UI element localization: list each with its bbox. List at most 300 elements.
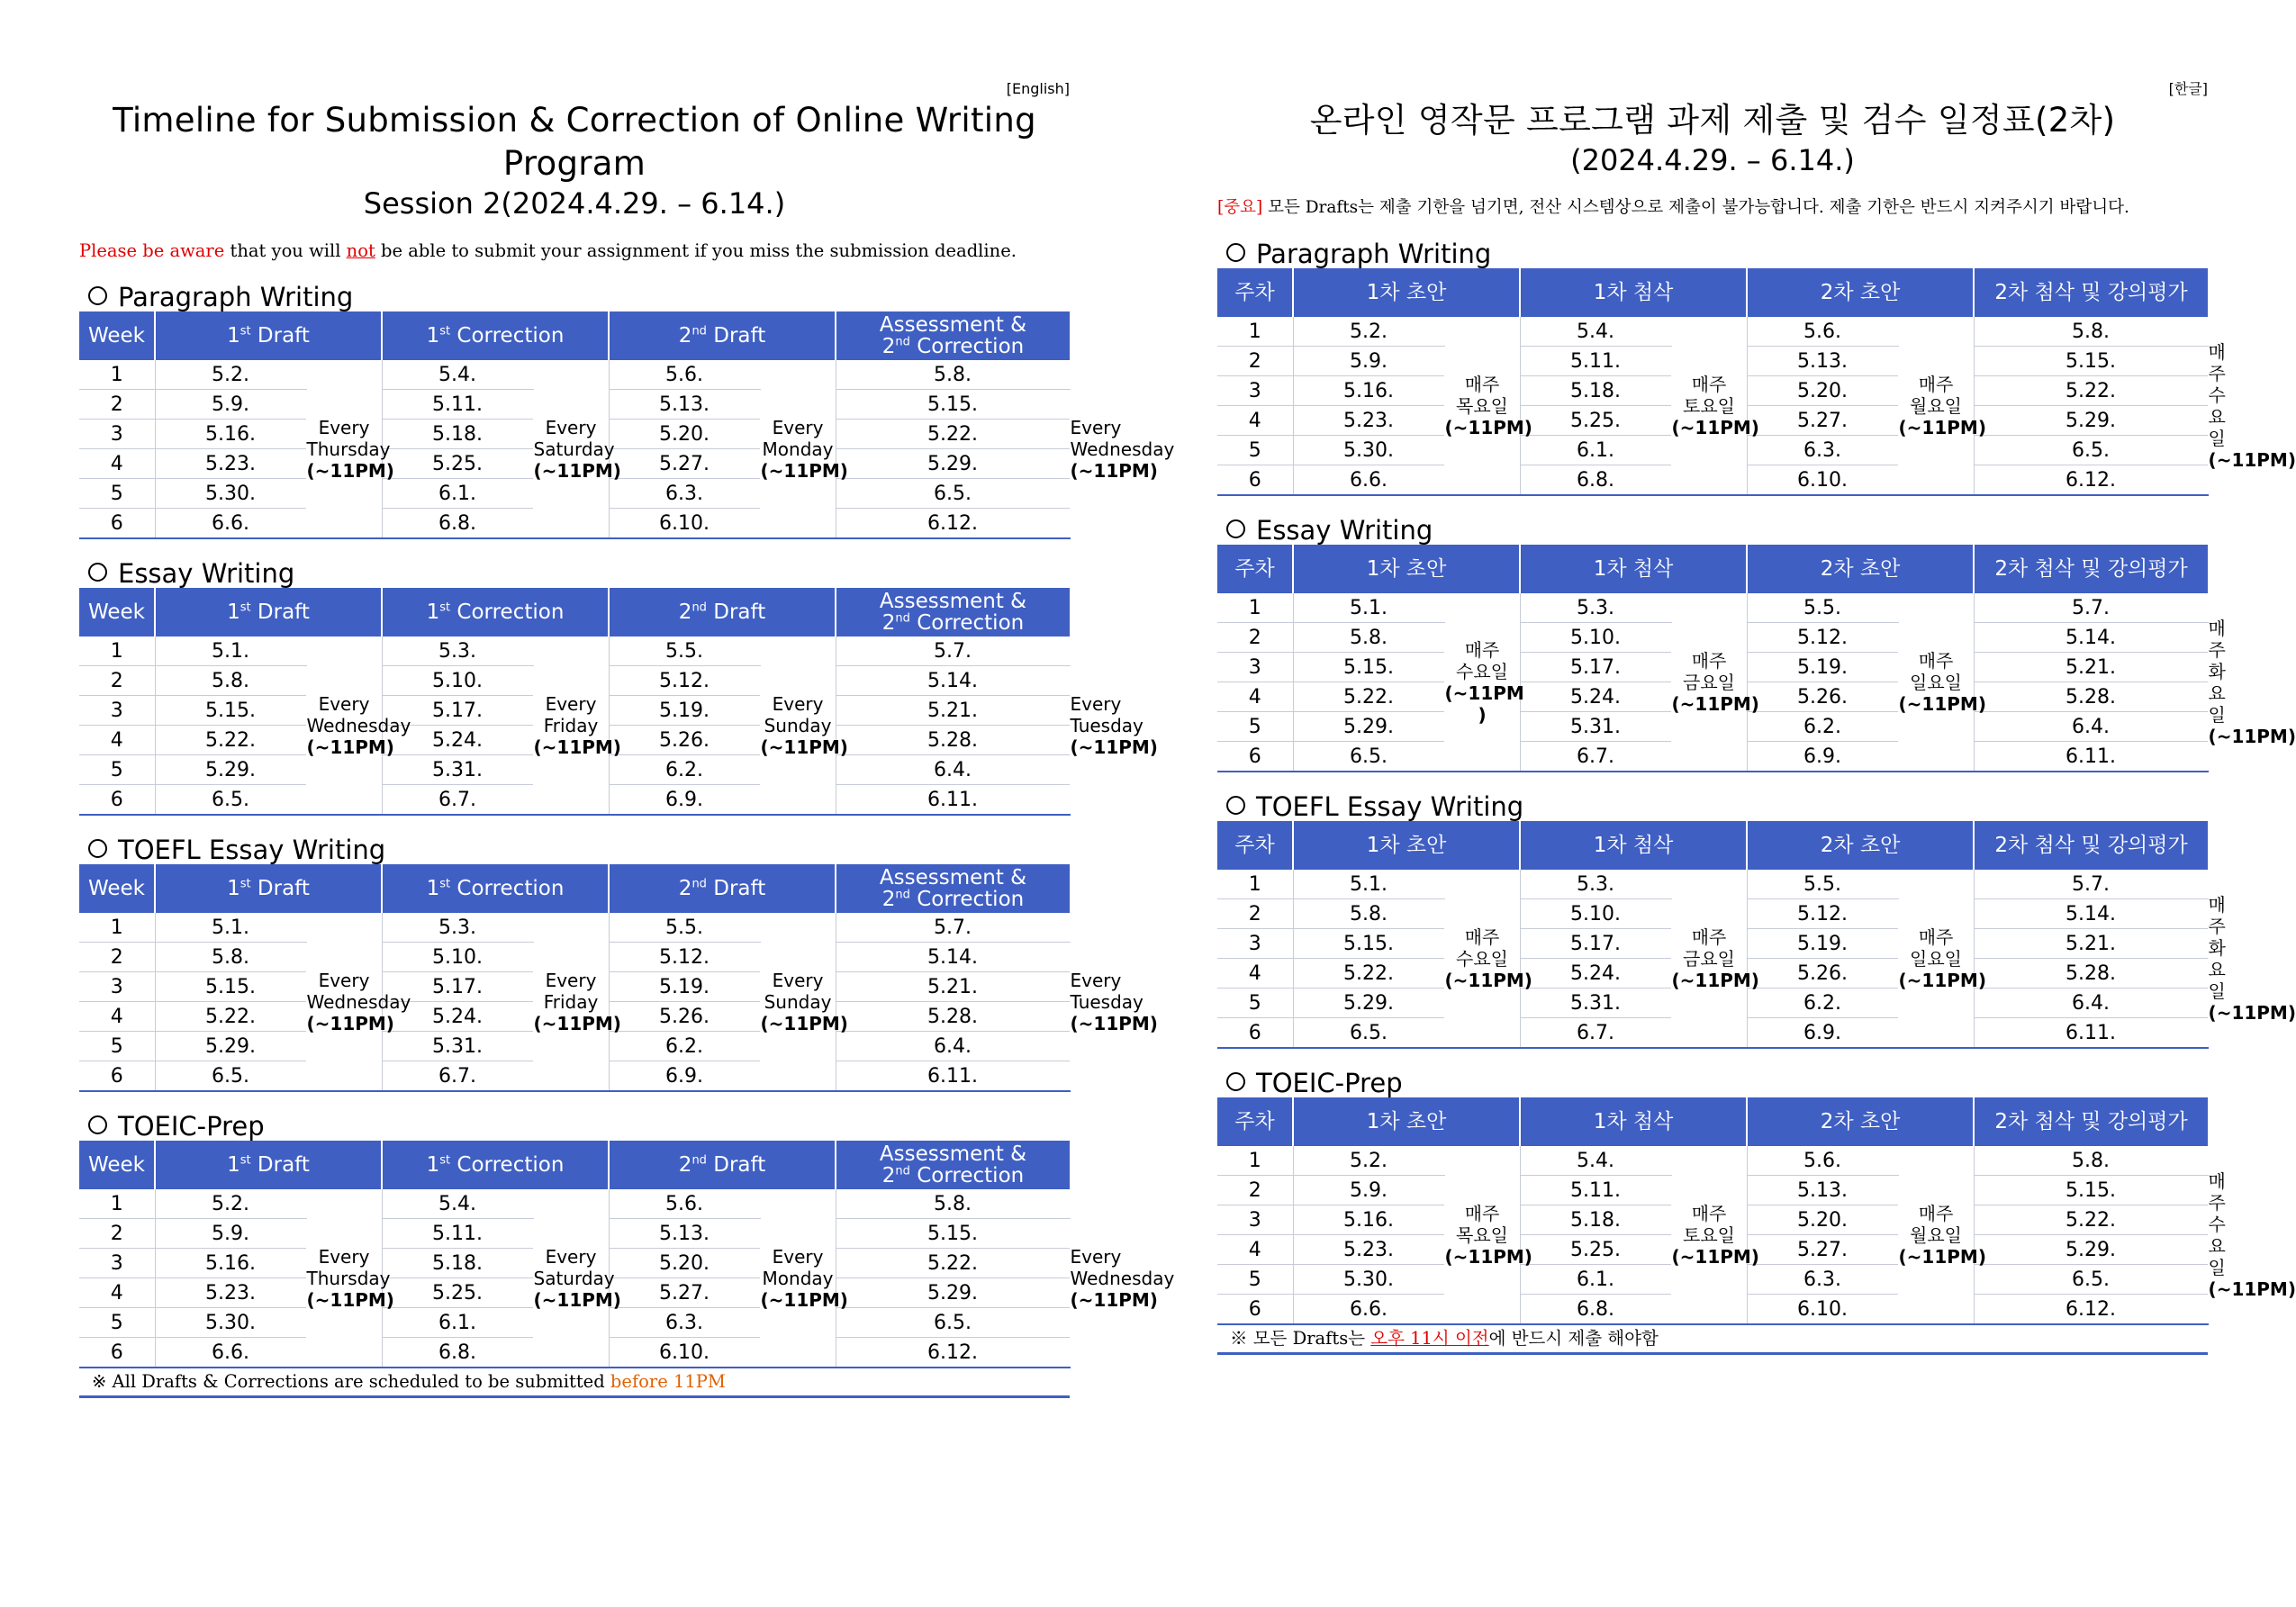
date-cell: 5.14.	[1974, 623, 2208, 653]
week-cell: 3	[79, 696, 155, 726]
date-cell: 5.4.	[382, 360, 533, 390]
date-cell: 5.29.	[155, 1032, 306, 1061]
table-row: 1 5.1. 매주 수요일 (~11PM ) 5.3. 매주 금요일 (~11PM) 5.5. 매주 일요일 (~11PM) 5.7. 매주 화요일 (~11PM)	[1217, 593, 2208, 623]
date-cell: 5.26.	[1747, 682, 1898, 712]
date-cell: 5.15.	[1293, 929, 1444, 959]
week-cell: 2	[1217, 623, 1293, 653]
col-header-first-draft: 1st Draft	[155, 864, 382, 913]
week-cell: 1	[79, 913, 155, 943]
deadline-day-cell: 매주 금요일 (~11PM)	[1671, 593, 1747, 772]
col-header-assessment: Assessment & 2nd Correction	[836, 311, 1070, 360]
week-cell: 4	[79, 1278, 155, 1308]
week-cell: 2	[79, 666, 155, 696]
circle-bullet-icon	[1226, 1072, 1245, 1091]
date-cell: 6.2.	[1747, 989, 1898, 1018]
week-cell: 1	[79, 360, 155, 390]
col-header-assessment: Assessment & 2nd Correction	[836, 588, 1070, 636]
deadline-day-cell: 매주 수요일 (~11PM)	[1444, 870, 1520, 1048]
date-cell: 5.7.	[1974, 593, 2208, 623]
date-cell: 5.8.	[155, 666, 306, 696]
date-cell: 6.5.	[1293, 1018, 1444, 1049]
week-cell: 4	[79, 449, 155, 479]
week-cell: 4	[79, 1002, 155, 1032]
col-header-second-draft: 2nd Draft	[609, 1141, 836, 1189]
col-header-first-correction: 1차 첨삭	[1520, 1097, 1747, 1146]
date-cell: 6.5.	[155, 785, 306, 816]
page-title: Timeline for Submission & Correction of Online Writing Program	[113, 101, 1036, 183]
date-cell: 5.5.	[1747, 870, 1898, 899]
col-header-assessment: 2차 첨삭 및 강의평가	[1974, 545, 2208, 593]
header-row	[79, 588, 1070, 636]
week-cell: 5	[79, 479, 155, 509]
date-cell: 6.1.	[382, 479, 533, 509]
col-header-week: Week	[79, 311, 155, 360]
date-cell: 5.4.	[382, 1189, 533, 1219]
date-cell: 6.12.	[1974, 1295, 2208, 1325]
week-cell: 3	[1217, 1205, 1293, 1235]
date-cell: 6.1.	[1520, 1265, 1671, 1295]
week-cell: 6	[1217, 742, 1293, 772]
date-cell: 5.15.	[1974, 347, 2208, 376]
col-header-first-correction: 1차 첨삭	[1520, 821, 1747, 870]
date-cell: 5.23.	[1293, 1235, 1444, 1265]
schedule-section	[79, 1111, 1175, 1368]
date-cell: 5.28.	[836, 726, 1070, 755]
date-cell: 5.18.	[382, 420, 533, 449]
date-cell: 5.13.	[1747, 347, 1898, 376]
table-row: 1 5.1. Every Wednesday (~11PM) 5.3. Every Friday (~11PM) 5.5. Every Sunday (~11PM) 5.7. Every Tuesday (~11PM)	[79, 636, 1070, 666]
date-cell: 5.4.	[1520, 1146, 1671, 1176]
date-cell: 5.20.	[609, 1249, 760, 1278]
table-row: 1 5.1. Every Wednesday (~11PM) 5.3. Every Friday (~11PM) 5.5. Every Sunday (~11PM) 5.7. Every Tuesday (~11PM)	[79, 913, 1070, 943]
date-cell: 5.5.	[609, 913, 760, 943]
week-cell: 4	[1217, 406, 1293, 436]
date-cell: 5.15.	[836, 1219, 1070, 1249]
date-cell: 6.10.	[1747, 1295, 1898, 1325]
date-cell: 6.2.	[1747, 712, 1898, 742]
date-cell: 6.10.	[609, 1338, 760, 1368]
week-cell: 5	[79, 1032, 155, 1061]
week-cell: 6	[79, 785, 155, 816]
date-cell: 5.25.	[1520, 406, 1671, 436]
date-cell: 6.7.	[1520, 1018, 1671, 1049]
date-cell: 5.29.	[1293, 989, 1444, 1018]
date-cell: 6.5.	[155, 1061, 306, 1092]
col-header-second-draft: 2차 초안	[1747, 545, 1974, 593]
deadline-day-cell: Every Wednesday (~11PM)	[306, 913, 382, 1091]
date-cell: 5.26.	[609, 1002, 760, 1032]
date-cell: 5.16.	[1293, 1205, 1444, 1235]
date-cell: 5.21.	[1974, 929, 2208, 959]
week-cell: 6	[79, 1061, 155, 1092]
schedule-table	[79, 588, 1158, 816]
date-cell: 5.26.	[1747, 959, 1898, 989]
date-cell: 5.15.	[155, 972, 306, 1002]
col-header-second-draft: 2차 초안	[1747, 821, 1974, 870]
date-cell: 5.19.	[1747, 653, 1898, 682]
date-cell: 5.12.	[609, 666, 760, 696]
date-cell: 5.24.	[382, 1002, 533, 1032]
col-header-first-draft: 1st Draft	[155, 1141, 382, 1189]
deadline-day-cell: Every Friday (~11PM)	[533, 913, 609, 1091]
date-cell: 5.11.	[382, 1219, 533, 1249]
date-cell: 6.4.	[836, 755, 1070, 785]
date-cell: 5.16.	[155, 1249, 306, 1278]
date-cell: 6.11.	[1974, 742, 2208, 772]
date-cell: 5.28.	[1974, 959, 2208, 989]
week-cell: 3	[1217, 376, 1293, 406]
date-cell: 5.2.	[1293, 1146, 1444, 1176]
page-subtitle: Session 2(2024.4.29. – 6.14.)	[363, 186, 786, 221]
date-cell: 6.6.	[155, 509, 306, 539]
date-cell: 5.3.	[382, 636, 533, 666]
date-cell: 5.17.	[1520, 653, 1671, 682]
date-cell: 6.11.	[1974, 1018, 2208, 1049]
date-cell: 6.7.	[1520, 742, 1671, 772]
date-cell: 5.13.	[609, 390, 760, 420]
date-cell: 5.11.	[1520, 1176, 1671, 1205]
date-cell: 5.1.	[155, 636, 306, 666]
date-cell: 5.8.	[1974, 1146, 2208, 1176]
schedule-section	[1217, 515, 2296, 772]
week-cell: 4	[1217, 1235, 1293, 1265]
date-cell: 5.30.	[1293, 436, 1444, 465]
date-cell: 5.1.	[1293, 593, 1444, 623]
deadline-notice: [중요] 모든 Drafts는 제출 기한을 넘기면, 전산 시스템상으로 제출이 불가능합니다. 제출 기한은 반드시 지켜주시기 바랍니다.	[1217, 198, 2129, 217]
date-cell: 5.28.	[1974, 682, 2208, 712]
week-cell: 5	[79, 1308, 155, 1338]
date-cell: 6.6.	[155, 1338, 306, 1368]
table-row: 1 5.2. Every Thursday (~11PM) 5.4. Every Saturday (~11PM) 5.6. Every Monday (~11PM) 5.8. Every Wednesday (~11PM)	[79, 1189, 1070, 1219]
date-cell: 6.9.	[609, 785, 760, 816]
date-cell: 5.23.	[1293, 406, 1444, 436]
date-cell: 6.6.	[1293, 465, 1444, 496]
date-cell: 5.3.	[1520, 593, 1671, 623]
date-cell: 5.28.	[836, 1002, 1070, 1032]
date-cell: 5.20.	[1747, 376, 1898, 406]
col-header-first-correction: 1st Correction	[382, 1141, 609, 1189]
date-cell: 5.23.	[155, 449, 306, 479]
date-cell: 5.9.	[155, 1219, 306, 1249]
week-cell: 3	[1217, 929, 1293, 959]
week-cell: 2	[79, 390, 155, 420]
date-cell: 5.10.	[382, 666, 533, 696]
week-cell: 5	[1217, 436, 1293, 465]
date-cell: 5.29.	[1293, 712, 1444, 742]
header-row	[1217, 268, 2208, 317]
date-cell: 6.4.	[1974, 989, 2208, 1018]
deadline-day-cell: 매주 토요일 (~11PM)	[1671, 317, 1747, 495]
date-cell: 6.3.	[609, 1308, 760, 1338]
date-cell: 5.30.	[1293, 1265, 1444, 1295]
date-cell: 6.12.	[836, 509, 1070, 539]
date-cell: 5.11.	[1520, 347, 1671, 376]
col-header-second-draft: 2차 초안	[1747, 268, 1974, 317]
col-header-week: 주차	[1217, 821, 1293, 870]
col-header-week: 주차	[1217, 268, 1293, 317]
col-header-first-correction: 1차 첨삭	[1520, 545, 1747, 593]
date-cell: 5.5.	[1747, 593, 1898, 623]
circle-bullet-icon	[1226, 243, 1245, 262]
table-row: 1 5.2. 매주 목요일 (~11PM) 5.4. 매주 토요일 (~11PM) 5.6. 매주 월요일 (~11PM) 5.8. 매주 수요일 (~11PM)	[1217, 1146, 2208, 1176]
date-cell: 5.19.	[609, 696, 760, 726]
date-cell: 6.4.	[1974, 712, 2208, 742]
date-cell: 5.24.	[382, 726, 533, 755]
week-cell: 3	[79, 972, 155, 1002]
col-header-week: 주차	[1217, 545, 1293, 593]
header-row	[1217, 545, 2208, 593]
date-cell: 5.1.	[155, 913, 306, 943]
deadline-day-cell: 매주 수요일 (~11PM )	[1444, 593, 1520, 772]
date-cell: 6.3.	[1747, 436, 1898, 465]
deadline-notice: Please be aware that you will not be able to submit your assignment if you miss the submission deadline.	[79, 240, 1017, 261]
english-panel	[79, 79, 1175, 1398]
col-header-week: Week	[79, 588, 155, 636]
date-cell: 5.22.	[1974, 1205, 2208, 1235]
date-cell: 5.19.	[1747, 929, 1898, 959]
deadline-day-cell: 매주 목요일 (~11PM)	[1444, 317, 1520, 495]
schedule-section	[1217, 791, 2296, 1049]
date-cell: 5.10.	[1520, 899, 1671, 929]
date-cell: 5.9.	[155, 390, 306, 420]
date-cell: 5.29.	[836, 449, 1070, 479]
deadline-day-cell: 매주 일요일 (~11PM)	[1898, 593, 1974, 772]
korean-panel	[1217, 79, 2296, 1355]
section-title: TOEFL Essay Writing	[1217, 792, 2208, 821]
date-cell: 5.10.	[382, 943, 533, 972]
date-cell: 5.14.	[1974, 899, 2208, 929]
date-cell: 5.18.	[1520, 1205, 1671, 1235]
deadline-day-cell: Every Sunday (~11PM)	[760, 913, 836, 1091]
schedule-table	[1217, 268, 2296, 496]
date-cell: 6.5.	[836, 1308, 1070, 1338]
header-row	[1217, 1097, 2208, 1146]
date-cell: 6.6.	[1293, 1295, 1444, 1325]
date-cell: 5.16.	[155, 420, 306, 449]
week-cell: 5	[1217, 989, 1293, 1018]
week-cell: 2	[79, 943, 155, 972]
date-cell: 5.14.	[836, 666, 1070, 696]
col-header-first-correction: 1st Correction	[382, 588, 609, 636]
date-cell: 5.27.	[1747, 1235, 1898, 1265]
date-cell: 5.31.	[382, 1032, 533, 1061]
week-cell: 6	[79, 1338, 155, 1368]
date-cell: 6.3.	[609, 479, 760, 509]
date-cell: 5.26.	[609, 726, 760, 755]
circle-bullet-icon	[88, 1115, 107, 1134]
week-cell: 1	[1217, 870, 1293, 899]
week-cell: 4	[1217, 682, 1293, 712]
schedule-table	[1217, 821, 2296, 1049]
col-header-first-correction: 1st Correction	[382, 864, 609, 913]
date-cell: 5.3.	[382, 913, 533, 943]
date-cell: 6.2.	[609, 755, 760, 785]
deadline-day-cell: 매주 금요일 (~11PM)	[1671, 870, 1747, 1048]
date-cell: 5.30.	[155, 479, 306, 509]
date-cell: 6.5.	[836, 479, 1070, 509]
date-cell: 5.21.	[836, 972, 1070, 1002]
date-cell: 5.22.	[155, 726, 306, 755]
col-header-second-draft: 2차 초안	[1747, 1097, 1974, 1146]
table-row: 1 5.2. 매주 목요일 (~11PM) 5.4. 매주 토요일 (~11PM) 5.6. 매주 월요일 (~11PM) 5.8. 매주 수요일 (~11PM)	[1217, 317, 2208, 347]
date-cell: 5.6.	[1747, 1146, 1898, 1176]
date-cell: 6.1.	[382, 1308, 533, 1338]
date-cell: 5.8.	[1293, 623, 1444, 653]
col-header-second-draft: 2nd Draft	[609, 864, 836, 913]
date-cell: 5.18.	[1520, 376, 1671, 406]
date-cell: 5.31.	[1520, 989, 1671, 1018]
table-row: 1 5.1. 매주 수요일 (~11PM) 5.3. 매주 금요일 (~11PM) 5.5. 매주 일요일 (~11PM) 5.7. 매주 화요일 (~11PM)	[1217, 870, 2208, 899]
date-cell: 5.29.	[836, 1278, 1070, 1308]
date-cell: 5.22.	[836, 1249, 1070, 1278]
week-cell: 4	[1217, 959, 1293, 989]
page-title: 온라인 영작문 프로그램 과제 제출 및 검수 일정표(2차)	[1309, 101, 2116, 140]
date-cell: 6.1.	[1520, 436, 1671, 465]
week-cell: 1	[79, 1189, 155, 1219]
footer-note: ※ All Drafts & Corrections are scheduled to be submitted before 11PM	[79, 1368, 1070, 1398]
date-cell: 5.8.	[1293, 899, 1444, 929]
col-header-assessment: Assessment & 2nd Correction	[836, 1141, 1070, 1189]
date-cell: 5.30.	[155, 1308, 306, 1338]
date-cell: 5.8.	[1974, 317, 2208, 347]
circle-bullet-icon	[88, 286, 107, 305]
deadline-day-cell: Every Thursday (~11PM)	[306, 1189, 382, 1368]
date-cell: 6.9.	[1747, 1018, 1898, 1049]
date-cell: 5.8.	[836, 360, 1070, 390]
date-cell: 5.15.	[1974, 1176, 2208, 1205]
date-cell: 5.25.	[1520, 1235, 1671, 1265]
date-cell: 5.20.	[1747, 1205, 1898, 1235]
language-tag: [한글]	[2168, 80, 2208, 97]
col-header-second-draft: 2nd Draft	[609, 588, 836, 636]
date-cell: 6.8.	[382, 509, 533, 539]
date-cell: 5.2.	[155, 360, 306, 390]
section-title: TOEIC-Prep	[1217, 1069, 2208, 1097]
page-subtitle: (2024.4.29. – 6.14.)	[1570, 143, 1855, 177]
date-cell: 5.22.	[1974, 376, 2208, 406]
language-tag: [English]	[1006, 80, 1070, 97]
week-cell: 1	[1217, 317, 1293, 347]
date-cell: 5.16.	[1293, 376, 1444, 406]
date-cell: 6.5.	[1293, 742, 1444, 772]
date-cell: 6.9.	[609, 1061, 760, 1092]
col-header-first-draft: 1st Draft	[155, 588, 382, 636]
date-cell: 5.15.	[836, 390, 1070, 420]
date-cell: 5.12.	[609, 943, 760, 972]
deadline-day-cell: 매주 월요일 (~11PM)	[1898, 317, 1974, 495]
date-cell: 6.5.	[1974, 436, 2208, 465]
week-cell: 3	[79, 420, 155, 449]
date-cell: 5.24.	[1520, 959, 1671, 989]
col-header-first-draft: 1차 초안	[1293, 545, 1520, 593]
date-cell: 6.7.	[382, 1061, 533, 1092]
week-cell: 6	[1217, 1295, 1293, 1325]
schedule-section	[79, 558, 1158, 816]
col-header-assessment: Assessment & 2nd Correction	[836, 864, 1070, 913]
schedule-section	[1217, 239, 2296, 496]
date-cell: 5.8.	[155, 943, 306, 972]
section-title: TOEIC-Prep	[79, 1112, 1070, 1141]
date-cell: 5.7.	[836, 636, 1070, 666]
week-cell: 6	[1217, 1018, 1293, 1049]
schedule-section	[79, 282, 1175, 539]
date-cell: 5.29.	[1974, 406, 2208, 436]
deadline-day-cell: Every Thursday (~11PM)	[306, 360, 382, 538]
deadline-day-cell: 매주 월요일 (~11PM)	[1898, 1146, 1974, 1324]
date-cell: 6.8.	[1520, 465, 1671, 496]
date-cell: 5.31.	[382, 755, 533, 785]
date-cell: 6.12.	[1974, 465, 2208, 496]
date-cell: 5.15.	[1293, 653, 1444, 682]
date-cell: 5.13.	[609, 1219, 760, 1249]
date-cell: 5.29.	[1974, 1235, 2208, 1265]
circle-bullet-icon	[88, 563, 107, 582]
week-cell: 3	[1217, 653, 1293, 682]
deadline-day-cell: Every Saturday (~11PM)	[533, 360, 609, 538]
schedule-table	[79, 864, 1158, 1092]
date-cell: 6.9.	[1747, 742, 1898, 772]
section-title: TOEFL Essay Writing	[79, 835, 1070, 864]
date-cell: 6.3.	[1747, 1265, 1898, 1295]
date-cell: 5.7.	[1974, 870, 2208, 899]
week-cell: 6	[1217, 465, 1293, 496]
table-row: 1 5.2. Every Thursday (~11PM) 5.4. Every Saturday (~11PM) 5.6. Every Monday (~11PM) 5.8. Every Wednesday (~11PM)	[79, 360, 1070, 390]
date-cell: 5.15.	[155, 696, 306, 726]
circle-bullet-icon	[88, 839, 107, 858]
header-row	[79, 864, 1070, 913]
circle-bullet-icon	[1226, 796, 1245, 815]
section-title: Paragraph Writing	[1217, 239, 2208, 268]
date-cell: 5.24.	[1520, 682, 1671, 712]
date-cell: 5.14.	[836, 943, 1070, 972]
col-header-first-draft: 1st Draft	[155, 311, 382, 360]
date-cell: 5.3.	[1520, 870, 1671, 899]
date-cell: 5.23.	[155, 1278, 306, 1308]
section-title: Essay Writing	[1217, 516, 2208, 545]
date-cell: 5.21.	[1974, 653, 2208, 682]
header-row	[79, 311, 1070, 360]
date-cell: 5.13.	[1747, 1176, 1898, 1205]
date-cell: 6.12.	[836, 1338, 1070, 1368]
date-cell: 5.22.	[836, 420, 1070, 449]
circle-bullet-icon	[1226, 519, 1245, 538]
schedule-table	[1217, 1097, 2296, 1325]
date-cell: 5.25.	[382, 449, 533, 479]
section-title: Paragraph Writing	[79, 283, 1070, 311]
deadline-day-cell: Every Monday (~11PM)	[760, 1189, 836, 1368]
date-cell: 5.17.	[382, 972, 533, 1002]
date-cell: 5.29.	[155, 755, 306, 785]
date-cell: 5.6.	[1747, 317, 1898, 347]
week-cell: 6	[79, 509, 155, 539]
week-cell: 1	[1217, 593, 1293, 623]
date-cell: 6.8.	[382, 1338, 533, 1368]
week-cell: 5	[79, 755, 155, 785]
date-cell: 6.10.	[609, 509, 760, 539]
deadline-day-cell: Every Wednesday (~11PM)	[306, 636, 382, 815]
date-cell: 6.11.	[836, 785, 1070, 816]
date-cell: 5.12.	[1747, 899, 1898, 929]
deadline-day-cell: Every Sunday (~11PM)	[760, 636, 836, 815]
date-cell: 6.10.	[1747, 465, 1898, 496]
week-cell: 5	[1217, 712, 1293, 742]
deadline-day-cell: 매주 일요일 (~11PM)	[1898, 870, 1974, 1048]
deadline-day-cell: Every Friday (~11PM)	[533, 636, 609, 815]
week-cell: 1	[79, 636, 155, 666]
date-cell: 5.7.	[836, 913, 1070, 943]
date-cell: 6.8.	[1520, 1295, 1671, 1325]
deadline-day-cell: 매주 토요일 (~11PM)	[1671, 1146, 1747, 1324]
